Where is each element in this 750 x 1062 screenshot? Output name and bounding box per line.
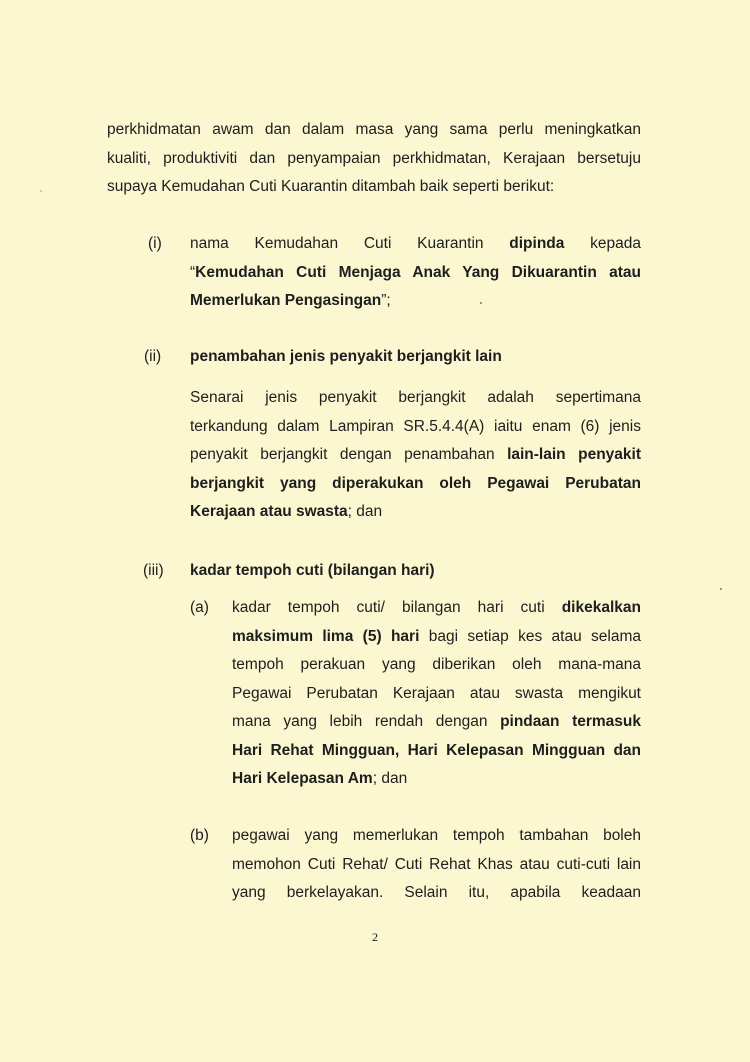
item-ii-text-5b: ; dan [347,503,383,520]
item-ii-heading: penambahan jenis penyakit berjangkit lain [190,348,502,365]
item-i-label: (i) [148,235,162,252]
item-i-line-3 [190,287,641,316]
sub-a-line-3: tempoh perakuan yang diberikan oleh mana-mana [232,656,641,673]
item-ii-body [190,384,641,527]
item-ii-line-5 [190,498,641,527]
item-i-text-2b: Kemudahan Cuti Menjaga Anak Yang Dikuarantin atau [195,263,641,281]
sub-a-text-7a: Hari Kelepasan Am [232,770,373,787]
scan-speck [40,190,42,192]
item-i-line-1 [190,230,641,259]
sub-item-a-label: (a) [190,599,209,616]
sub-a-text-1b: dikekalkan [561,599,641,616]
sub-a-line-2 [232,623,641,652]
sub-b-line-2: memohon Cuti Rehat/ Cuti Rehat Khas atau cuti-cuti lain [232,855,641,873]
item-ii-line-1: Senarai jenis penyakit berjangkit adalah sepertimana [190,389,641,406]
sub-item-b-body [232,822,641,908]
item-ii-text-3b: lain-lain penyakit [507,446,641,463]
sub-a-text-2b: bagi setiap kes atau selama [419,627,641,645]
sub-a-text-5b: pindaan termasuk [500,713,641,730]
item-ii-line-3 [190,441,641,470]
item-i-body [190,230,641,316]
item-ii-heading-block [190,343,641,372]
item-iii-label: (iii) [143,562,164,579]
item-i-quote-open: “ [190,263,196,281]
item-i-line-2 [190,259,641,288]
sub-a-text-7b: ; dan [372,770,408,787]
item-iii-heading-block [190,557,641,586]
sub-a-line-4: Pegawai Perubatan Kerajaan atau swasta mengikut [232,684,641,702]
sub-b-line-1: pegawai yang memerlukan tempoh tambahan boleh [232,827,641,844]
item-iii-heading: kadar tempoh cuti (bilangan hari) [190,562,435,579]
intro-line-1: perkhidmatan awam dan dalam masa yang sama perlu meningkatkan [107,121,641,138]
sub-a-text-5a: mana yang lebih rendah dengan [232,713,501,730]
item-ii-label: (ii) [144,348,162,365]
sub-a-line-7 [232,765,641,794]
item-i-quote-close: ”; [381,292,391,309]
item-i-text-1b: dipinda [509,235,565,252]
sub-a-line-6: Hari Rehat Mingguan, Hari Kelepasan Mingguan dan [232,741,641,759]
item-ii-text-5a: Kerajaan atau swasta [190,503,348,520]
sub-a-text-2a: maksimum lima (5) hari [232,627,420,645]
page-number: 2 [372,930,378,944]
sub-a-line-1 [232,594,641,623]
item-ii-line-2: terkandung dalam Lampiran SR.5.4.4(A) iaitu enam (6) jenis [190,417,641,435]
sub-item-a-body [232,594,641,794]
intro-line-2: kualiti, produktiviti dan penyampaian perkhidmatan, Kerajaan bersetuju [107,149,641,167]
item-ii-text-3a: penyakit berjangkit dengan penambahan [190,446,508,463]
scan-speck [720,588,722,590]
item-i-text-1c: kepada [564,235,641,252]
sub-a-line-5 [232,708,641,737]
item-i-text-1a: nama Kemudahan Cuti Kuarantin [190,235,510,252]
intro-line-3: supaya Kemudahan Cuti Kuarantin ditambah baik seperti berikut: [107,178,555,195]
item-ii-line-4: berjangkit yang diperakukan oleh Pegawai Perubatan [190,474,641,492]
scan-speck [480,302,482,304]
intro-paragraph [107,116,641,202]
item-i-text-3a: Memerlukan Pengasingan [190,292,382,309]
sub-a-text-1a: kadar tempoh cuti/ bilangan hari cuti [232,599,562,616]
sub-b-line-3: yang berkelayakan. Selain itu, apabila keadaan [232,884,641,901]
sub-item-b-label: (b) [190,827,209,844]
